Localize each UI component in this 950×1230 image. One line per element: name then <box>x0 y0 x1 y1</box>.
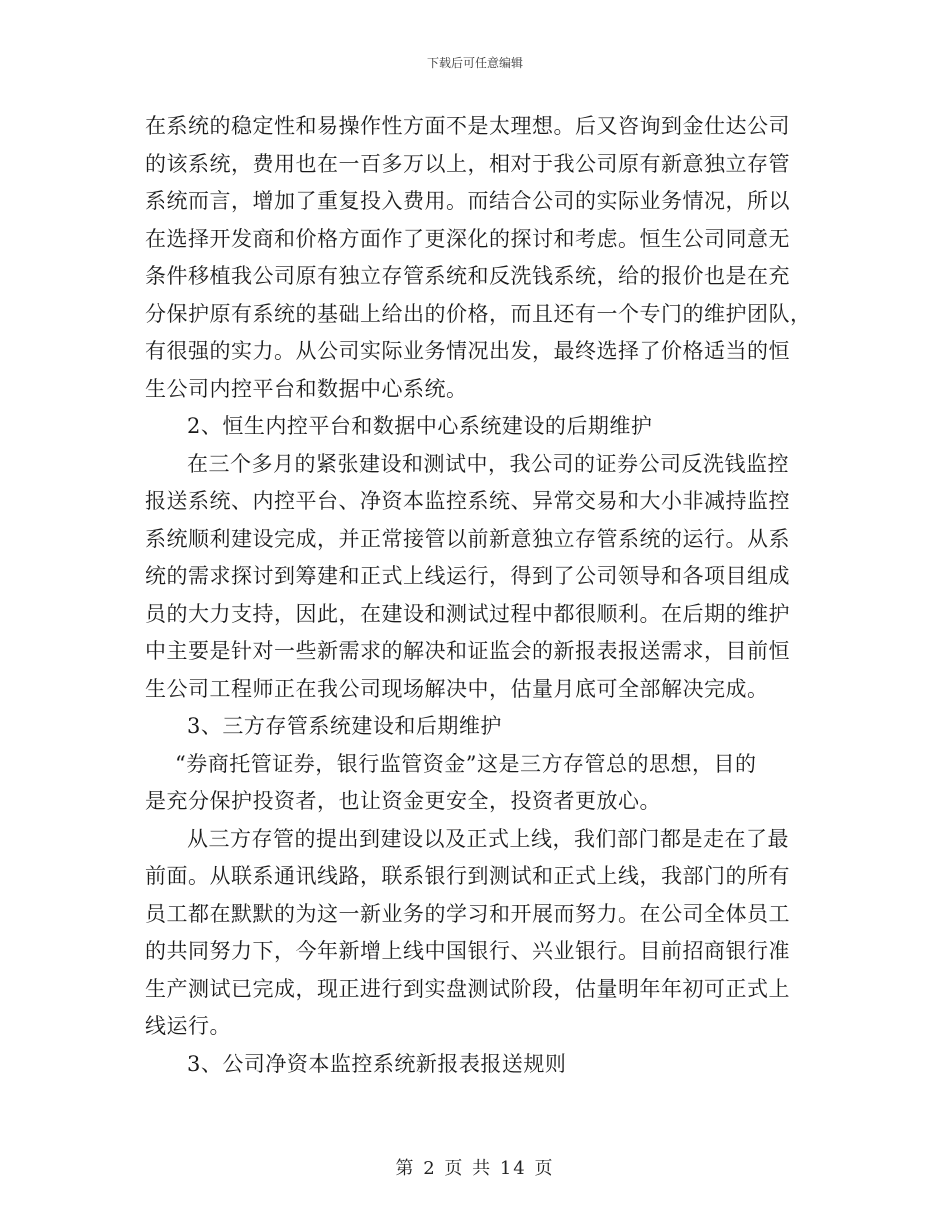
body-line: 系统顺利建设完成，并正常接管以前新意独立存管系统的运行。从系 <box>145 526 790 551</box>
body-line: 有很强的实力。从公司实际业务情况出发，最终选择了价格适当的恒 <box>145 339 790 363</box>
body-line: 中主要是针对一些新需求的解决和证监会的新报表报送需求，目前恒 <box>145 639 790 663</box>
body-line: 线运行。 <box>145 1014 231 1038</box>
page-footer: 第 2 页 共 14 页 <box>395 1158 555 1179</box>
document-body <box>145 108 812 1083</box>
section-heading: 2、恒生内控平台和数据中心系统建设的后期维护 <box>187 414 653 438</box>
body-line: 生产测试已完成，现正进行到实盘测试阶段，估量明年年初可正式上 <box>145 976 790 1001</box>
body-line: 在系统的稳定性和易操作性方面不是太理想。后又咨询到金仕达公司 <box>145 114 790 138</box>
body-line: 前面。从联系通讯线路，联系银行到测试和正式上线，我部门的所有 <box>145 864 790 888</box>
body-line: 分保护原有系统的基础上给出的价格，而且还有一个专门的维护团队， <box>145 301 812 326</box>
body-line: 的该系统，费用也在一百多万以上，相对于我公司原有新意独立存管 <box>145 151 790 176</box>
body-line: 统的需求探讨到筹建和正式上线运行，得到了公司领导和各项目组成 <box>145 564 790 588</box>
body-line: 从三方存管的提出到建设以及正式上线，我们部门都是走在了最 <box>187 826 789 851</box>
body-line: “券商托管证券，银行监管资金”这是三方存管总的思想，目的 <box>175 751 757 776</box>
body-line: 在三个多月的紧张建设和测试中，我公司的证券公司反洗钱监控 <box>187 451 789 476</box>
body-line: 是充分保护投资者，也让资金更安全，投资者更放心。 <box>145 789 661 813</box>
body-line: 在选择开发商和价格方面作了更深化的探讨和考虑。恒生公司同意无 <box>145 226 790 251</box>
body-line: 生公司工程师正在我公司现场解决中，估量月底可全部解决完成。 <box>145 676 769 701</box>
body-line: 系统而言，增加了重复投入费用。而结合公司的实际业务情况，所以 <box>145 189 790 213</box>
body-line: 的共同努力下，今年新增上线中国银行、兴业银行。目前招商银行准 <box>145 939 790 963</box>
body-line: 生公司内控平台和数据中心系统。 <box>145 376 468 401</box>
body-line: 条件移植我公司原有独立存管系统和反洗钱系统，给的报价也是在充 <box>145 264 790 288</box>
body-line: 员的大力支持，因此，在建设和测试过程中都很顺利。在后期的维护 <box>145 601 790 626</box>
section-heading: 3、三方存管系统建设和后期维护 <box>187 714 502 738</box>
body-line: 员工都在默默的为这一新业务的学习和开展而努力。在公司全体员工 <box>145 901 790 926</box>
body-line: 报送系统、内控平台、净资本监控系统、异常交易和大小非减持监控 <box>145 489 790 513</box>
section-heading: 3、公司净资本监控系统新报表报送规则 <box>187 1051 567 1076</box>
page-header: 下载后可任意编辑 <box>426 56 523 70</box>
